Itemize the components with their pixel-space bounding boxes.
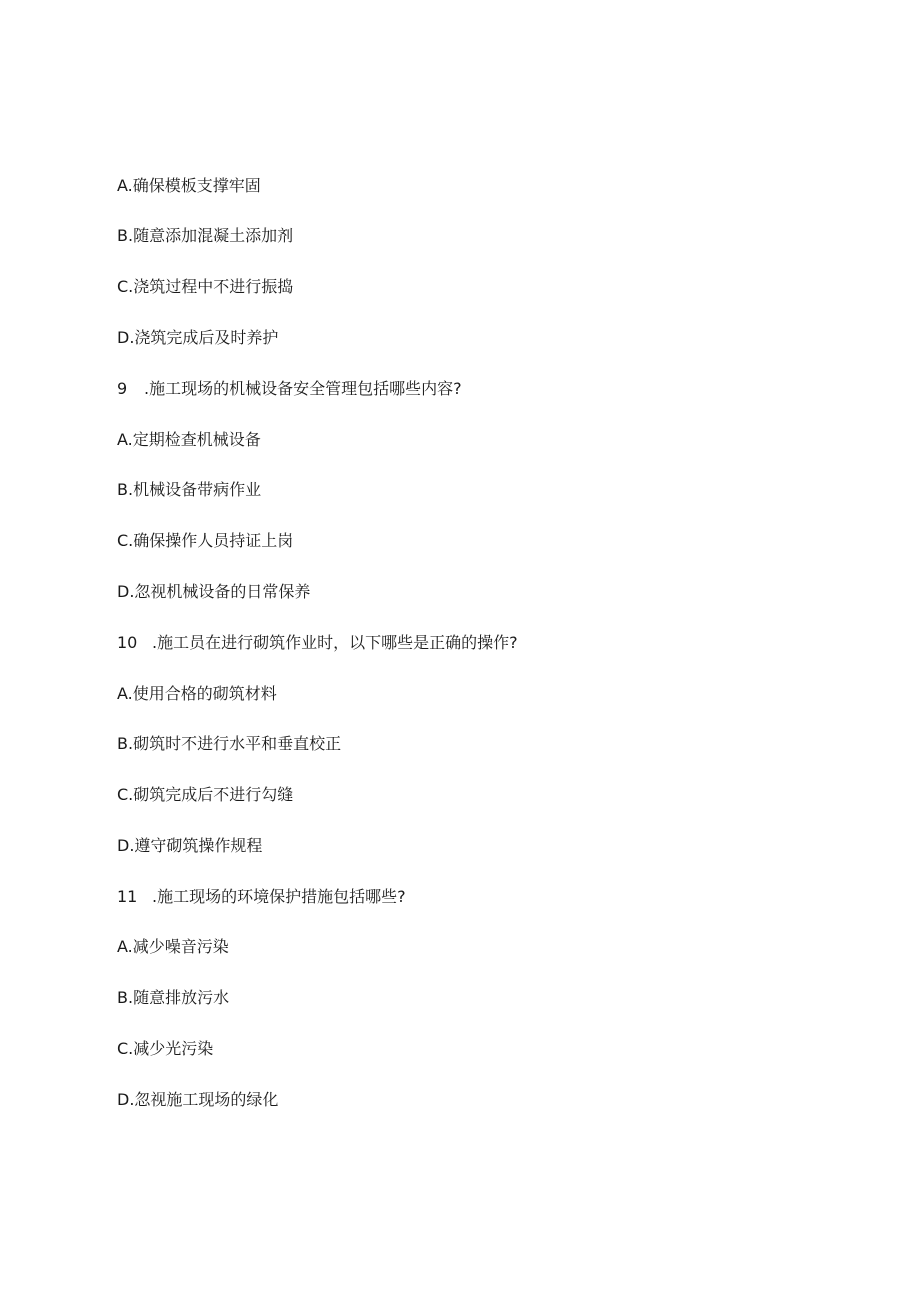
q11-option-b: B.随意排放污水 xyxy=(117,988,230,1007)
q11-option-c: C.减少光污染 xyxy=(117,1039,214,1058)
question-10-text: .施工员在进行砌筑作业时，以下哪些是正确的操作? xyxy=(152,633,518,652)
question-11-number: 11 xyxy=(117,887,138,906)
q9-option-b: B.机械设备带病作业 xyxy=(117,480,262,499)
q8-option-d: D.浇筑完成后及时养护 xyxy=(117,328,279,347)
q10-option-a: A.使用合格的砌筑材料 xyxy=(117,684,277,703)
question-9-number: 9 xyxy=(117,379,128,398)
q9-option-d: D.忽视机械设备的日常保养 xyxy=(117,582,311,601)
q8-option-b: B.随意添加混凝土添加剂 xyxy=(117,226,294,245)
question-11 xyxy=(117,887,406,907)
q11-option-d: D.忽视施工现场的绿化 xyxy=(117,1090,279,1109)
question-10 xyxy=(117,633,518,653)
q9-option-a: A.定期检查机械设备 xyxy=(117,430,261,449)
question-9-text: .施工现场的机械设备安全管理包括哪些内容? xyxy=(144,379,462,398)
q11-option-a: A.减少噪音污染 xyxy=(117,937,229,956)
question-10-number: 10 xyxy=(117,633,138,652)
q10-option-d: D.遵守砌筑操作规程 xyxy=(117,836,263,855)
q10-option-b: B.砌筑时不进行水平和垂直校正 xyxy=(117,734,342,753)
q9-option-c: C.确保操作人员持证上岗 xyxy=(117,531,294,550)
q8-option-a: A.确保模板支撑牢固 xyxy=(117,176,261,195)
q8-option-c: C.浇筑过程中不进行振捣 xyxy=(117,277,294,296)
question-11-text: .施工现场的环境保护措施包括哪些? xyxy=(152,887,406,906)
question-9 xyxy=(117,379,462,399)
q10-option-c: C.砌筑完成后不进行勾缝 xyxy=(117,785,294,804)
